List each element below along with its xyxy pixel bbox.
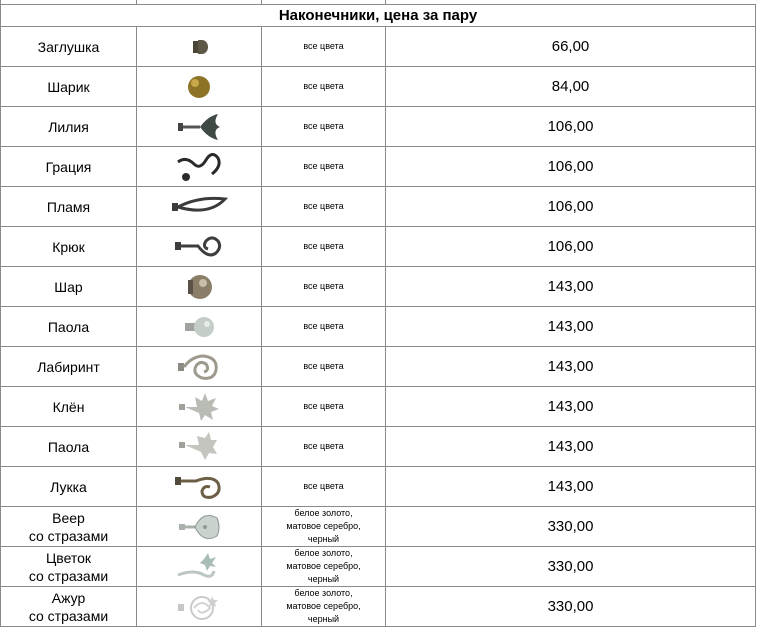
available-colors: все цвета [262, 267, 386, 307]
table-row [1, 387, 756, 427]
available-colors: все цвета [262, 467, 386, 507]
table-row [1, 227, 756, 267]
product-name: Заглушка [1, 27, 137, 67]
available-colors: белое золото, матовое серебро, черный [262, 587, 386, 627]
price: 66,00 [386, 27, 756, 67]
finial-paola-leaf-icon [137, 430, 261, 464]
product-name: Веер со стразами [1, 507, 137, 547]
price: 330,00 [386, 507, 756, 547]
table-title-row [1, 5, 756, 27]
available-colors: все цвета [262, 387, 386, 427]
price: 143,00 [386, 387, 756, 427]
product-name: Шарик [1, 67, 137, 107]
product-image-cell [137, 587, 262, 627]
product-image-cell [137, 187, 262, 227]
product-name: Паола [1, 307, 137, 347]
table-row [1, 107, 756, 147]
table-row [1, 587, 756, 627]
product-name: Лабиринт [1, 347, 137, 387]
table-row [1, 27, 756, 67]
product-name: Клён [1, 387, 137, 427]
table-row [1, 67, 756, 107]
price: 143,00 [386, 347, 756, 387]
product-image-cell [137, 427, 262, 467]
finial-ball-icon [137, 272, 261, 302]
product-name: Шар [1, 267, 137, 307]
table-row [1, 267, 756, 307]
product-name: Пламя [1, 187, 137, 227]
table-row [1, 147, 756, 187]
product-image-cell [137, 507, 262, 547]
price: 143,00 [386, 467, 756, 507]
price: 106,00 [386, 107, 756, 147]
table-title: Наконечники, цена за пару [1, 5, 756, 27]
finials-price-table [0, 4, 756, 627]
available-colors: все цвета [262, 107, 386, 147]
available-colors: белое золото, матовое серебро, черный [262, 547, 386, 587]
available-colors: все цвета [262, 67, 386, 107]
price: 106,00 [386, 147, 756, 187]
price: 106,00 [386, 227, 756, 267]
available-colors: все цвета [262, 307, 386, 347]
product-image-cell [137, 307, 262, 347]
product-image-cell [137, 27, 262, 67]
finial-hook-icon [137, 231, 261, 263]
product-image-cell [137, 267, 262, 307]
available-colors: все цвета [262, 227, 386, 267]
finial-flower-rhinestone-icon [137, 551, 261, 583]
table-row [1, 467, 756, 507]
available-colors: все цвета [262, 147, 386, 187]
product-image-cell [137, 67, 262, 107]
finial-cap-icon [137, 33, 261, 61]
table-row [1, 507, 756, 547]
price: 143,00 [386, 427, 756, 467]
finial-lily-icon [137, 112, 261, 142]
finial-fan-rhinestone-icon [137, 512, 261, 542]
product-image-cell [137, 147, 262, 187]
price: 330,00 [386, 547, 756, 587]
finial-small-ball-icon [137, 72, 261, 102]
table-row [1, 547, 756, 587]
finial-maple-leaf-icon [137, 391, 261, 423]
table-row [1, 347, 756, 387]
available-colors: все цвета [262, 427, 386, 467]
price: 330,00 [386, 587, 756, 627]
product-name: Ажур со стразами [1, 587, 137, 627]
table-row [1, 427, 756, 467]
finial-labyrinth-icon [137, 350, 261, 384]
price: 106,00 [386, 187, 756, 227]
table-row [1, 307, 756, 347]
product-image-cell [137, 467, 262, 507]
product-name: Лукка [1, 467, 137, 507]
price: 143,00 [386, 307, 756, 347]
available-colors: все цвета [262, 27, 386, 67]
finial-flame-icon [137, 194, 261, 220]
product-image-cell [137, 387, 262, 427]
product-image-cell [137, 107, 262, 147]
product-name: Цветок со стразами [1, 547, 137, 587]
table-row [1, 187, 756, 227]
available-colors: все цвета [262, 187, 386, 227]
available-colors: белое золото, матовое серебро, черный [262, 507, 386, 547]
product-name: Лилия [1, 107, 137, 147]
price: 84,00 [386, 67, 756, 107]
finial-paola-ball-icon [137, 313, 261, 341]
product-name: Паола [1, 427, 137, 467]
product-image-cell [137, 547, 262, 587]
product-image-cell [137, 227, 262, 267]
product-name: Грация [1, 147, 137, 187]
finial-openwork-rhinestone-icon [137, 592, 261, 622]
product-image-cell [137, 347, 262, 387]
product-name: Крюк [1, 227, 137, 267]
finial-gracia-icon [137, 150, 261, 184]
finial-lucca-icon [137, 471, 261, 503]
available-colors: все цвета [262, 347, 386, 387]
price: 143,00 [386, 267, 756, 307]
